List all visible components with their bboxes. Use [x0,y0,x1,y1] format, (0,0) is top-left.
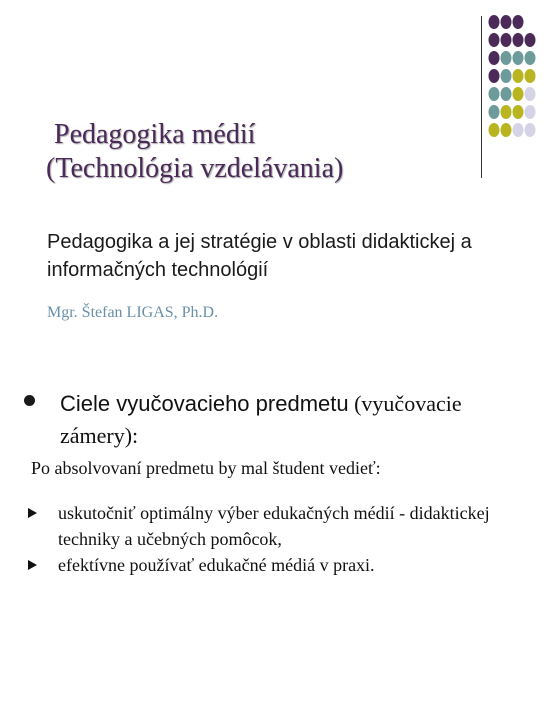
decorative-dot [513,87,524,101]
decorative-dot [525,33,536,47]
decorative-dot [525,51,536,65]
decorative-dot [525,87,536,101]
bullet-normal-text: (vyučovacie zámery): [60,391,462,448]
title-line-1: Pedagogika médií [54,119,256,150]
arrow-bullet-icon [28,560,37,570]
intro-text: Po absolvovaní predmetu by mal študent vedieť: [31,458,381,478]
decorative-dot [501,123,512,137]
decorative-dot [525,123,536,137]
decorative-dot-grid [488,14,548,154]
main-bullet-text [60,388,534,452]
decorative-dot [501,15,512,29]
slide-title [40,118,480,186]
decorative-dot [513,15,524,29]
decorative-dot [513,123,524,137]
decorative-dot [525,69,536,83]
decorative-dot [489,51,500,65]
decorative-dot [489,33,500,47]
decorative-dot [513,105,524,119]
bullet-bold-text: Ciele vyučovacieho predmetu [60,391,349,416]
decorative-dot [513,51,524,65]
decorative-dot [501,51,512,65]
decorative-dot [501,105,512,119]
main-bullet [24,388,534,452]
decorative-dot [501,33,512,47]
list-item-text: uskutočniť optimálny výber edukačných médií - didaktickej techniky a učebných pomôcok, [58,503,490,549]
list-item-text: efektívne používať edukačné médiá v praxi. [58,555,375,575]
decorative-dot [513,33,524,47]
decorative-dot [489,123,500,137]
decorative-dot [489,15,500,29]
slide-subtitle: Pedagogika a jej stratégie v oblasti didaktickej a informačných technológií [47,231,472,281]
title-line-2: (Technológia vzdelávania) [46,153,344,184]
decorative-dot [513,69,524,83]
author-name: Mgr. Štefan LIGAS, Ph.D. [47,304,219,321]
bullet-dot-icon [24,395,35,406]
decorative-dot [525,105,536,119]
decorative-dot [501,87,512,101]
list-item [28,500,528,552]
decorative-dot [489,105,500,119]
objectives-list [28,500,528,578]
decorative-vertical-line [481,16,482,178]
decorative-dot [489,69,500,83]
decorative-dot [489,87,500,101]
arrow-bullet-icon [28,508,37,518]
list-item [28,552,528,578]
decorative-dot [501,69,512,83]
